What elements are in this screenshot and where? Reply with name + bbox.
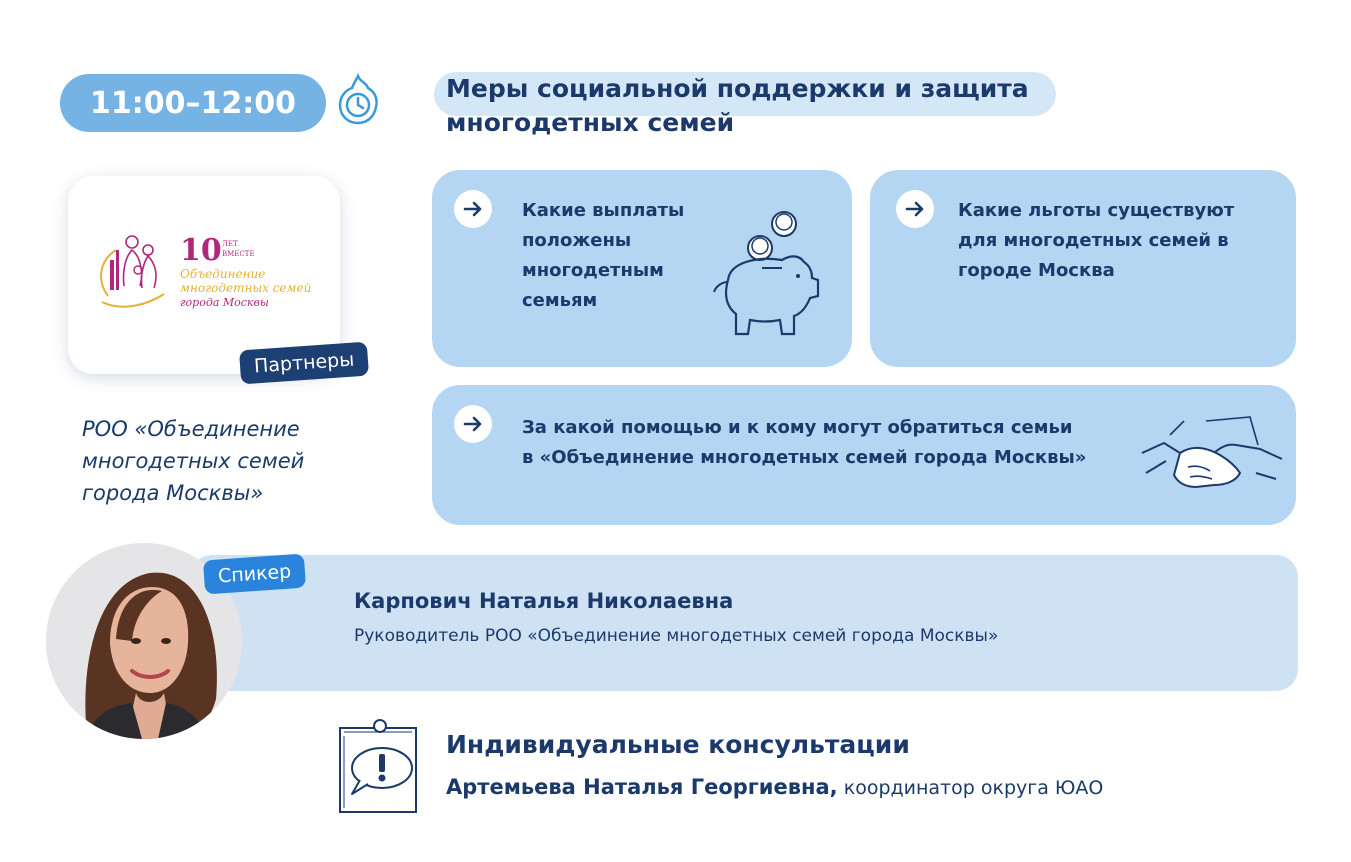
speaker-band — [190, 555, 1298, 691]
topic-text-help-1: За какой помощью и к кому могут обратиться семьи — [522, 417, 1073, 438]
speaker-tag: Спикер — [203, 554, 306, 595]
arrow-right-icon — [896, 190, 934, 228]
note-exclamation-icon — [336, 716, 422, 816]
topic-text-help-2: в «Объединение многодетных семей города Москвы» — [522, 447, 1087, 468]
partner-name: РОО «Объединение многодетных семей города Москвы» — [82, 417, 305, 505]
partner-logo-card — [68, 176, 340, 374]
time-badge — [60, 74, 326, 132]
consultations-title: Индивидуальные консультации — [446, 730, 910, 759]
logo-line-3: города Москвы — [180, 296, 269, 309]
logo-number: 10 — [180, 233, 222, 268]
speaker-role: Руководитель РОО «Объединение многодетных семей города Москвы» — [354, 626, 999, 646]
consultant-role: координатор округа ЮАО — [843, 777, 1104, 799]
logo-line-2: многодетных семей — [180, 281, 312, 295]
piggy-bank-icon — [708, 208, 828, 344]
handshake-icon — [1140, 415, 1284, 501]
topic-card-payments — [432, 170, 852, 367]
arrow-right-icon — [454, 190, 492, 228]
page-title: Меры социальной поддержки и защита многодетных семей — [446, 74, 1029, 137]
consultant-line — [446, 775, 1103, 799]
clock-icon — [334, 72, 382, 126]
time-text: 11:00–12:00 — [90, 85, 296, 121]
partners-tag: Партнеры — [239, 342, 369, 385]
topic-text-benefits: Какие льготы существуют для многодетных семей в городе Москва — [958, 200, 1235, 281]
topic-card-benefits — [870, 170, 1296, 367]
speaker-name: Карпович Наталья Николаевна — [354, 589, 734, 613]
partner-logo — [68, 176, 340, 374]
consultant-name: Артемьева Наталья Георгиевна, — [446, 775, 838, 799]
topic-card-help — [432, 385, 1296, 525]
logo-line-1: Объединение — [180, 267, 266, 281]
topic-text-payments: Какие выплаты положены многодетным семьям — [522, 200, 685, 311]
logo-years-2: ВМЕСТЕ — [222, 250, 255, 258]
arrow-right-icon — [454, 405, 492, 443]
logo-years-1: ЛЕТ — [222, 240, 238, 248]
